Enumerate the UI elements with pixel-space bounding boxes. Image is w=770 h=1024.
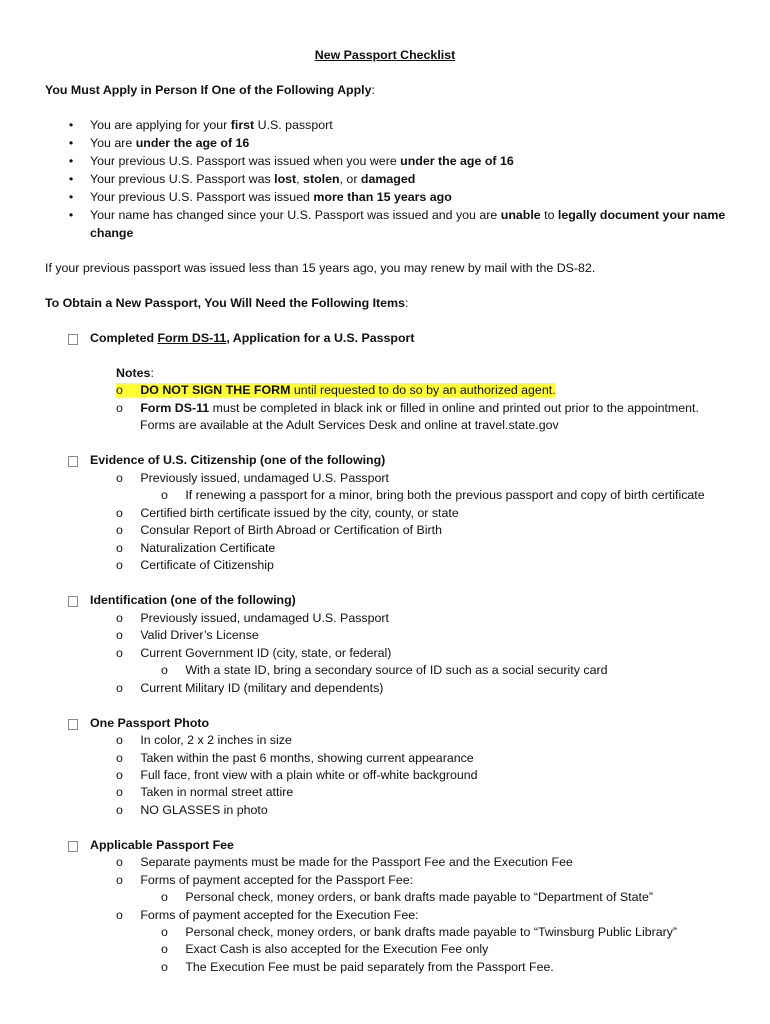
list-subitem: o Personal check, money orders, or bank drafts made payable to “Department of State” bbox=[161, 890, 653, 904]
list-item: o Separate payments must be made for the Passport Fee and the Execution Fee bbox=[116, 855, 573, 869]
note-item: o Form DS-11 must be completed in black ink or filled in online and printed out prior to the appointment. bbox=[116, 401, 699, 415]
list-item-continuation: change bbox=[90, 226, 134, 240]
list-subitem: o Personal check, money orders, or bank drafts made payable to “Twinsburg Public Library” bbox=[161, 925, 678, 939]
in-person-heading: You Must Apply in Person If One of the Following Apply: bbox=[45, 83, 375, 97]
list-item: • You are under the age of 16 bbox=[68, 136, 250, 150]
list-item: o In color, 2 x 2 inches in size bbox=[116, 733, 292, 747]
list-subitem: o If renewing a passport for a minor, bring both the previous passport and copy of birth certificate bbox=[161, 488, 705, 502]
notes-label: Notes: bbox=[116, 366, 154, 380]
obtain-heading: To Obtain a New Passport, You Will Need the Following Items: bbox=[45, 296, 409, 310]
list-item: o Forms of payment accepted for the Passport Fee: bbox=[116, 873, 414, 887]
list-item: • Your previous U.S. Passport was issued more than 15 years ago bbox=[68, 190, 452, 204]
list-item: o NO GLASSES in photo bbox=[116, 803, 268, 817]
list-item: • Your previous U.S. Passport was issued when you were under the age of 16 bbox=[68, 154, 514, 168]
list-item: o Taken within the past 6 months, showing current appearance bbox=[116, 751, 474, 765]
list-item: o Full face, front view with a plain white or off-white background bbox=[116, 768, 478, 782]
checkbox-icon bbox=[68, 841, 78, 852]
note-item-highlighted: o DO NOT SIGN THE FORM until requested to do so by an authorized agent. bbox=[116, 383, 556, 397]
list-item: o Certified birth certificate issued by the city, county, or state bbox=[116, 506, 459, 520]
checklist-item-photo: One Passport Photo bbox=[90, 715, 209, 732]
note-item-continuation: Forms are available at the Adult Services Desk and online at travel.state.gov bbox=[140, 418, 559, 432]
checklist-item-citizenship: Evidence of U.S. Citizenship (one of the following) bbox=[90, 452, 385, 469]
page-title: New Passport Checklist bbox=[314, 48, 456, 62]
list-item: o Current Government ID (city, state, or federal) bbox=[116, 646, 392, 660]
checkbox-icon bbox=[68, 456, 78, 467]
checklist-item-identification: Identification (one of the following) bbox=[90, 592, 296, 609]
list-item: o Valid Driver’s License bbox=[116, 628, 259, 642]
list-item: • Your previous U.S. Passport was lost, stolen, or damaged bbox=[68, 172, 416, 186]
list-item: o Certificate of Citizenship bbox=[116, 558, 274, 572]
list-subitem: o Exact Cash is also accepted for the Execution Fee only bbox=[161, 942, 489, 956]
list-item: o Forms of payment accepted for the Execution Fee: bbox=[116, 908, 419, 922]
list-item: • You are applying for your first U.S. passport bbox=[68, 118, 333, 132]
list-item: o Previously issued, undamaged U.S. Passport bbox=[116, 471, 389, 485]
list-subitem: o The Execution Fee must be paid separately from the Passport Fee. bbox=[161, 960, 554, 974]
list-item: o Previously issued, undamaged U.S. Passport bbox=[116, 611, 389, 625]
checklist-item-fee: Applicable Passport Fee bbox=[90, 837, 234, 854]
checklist-item-form: Completed Form DS-11, Application for a U.S. Passport bbox=[90, 330, 415, 347]
renew-note: If your previous passport was issued less than 15 years ago, you may renew by mail with the DS-82. bbox=[45, 261, 596, 275]
list-item: o Taken in normal street attire bbox=[116, 785, 294, 799]
checkbox-icon bbox=[68, 719, 78, 730]
list-item: o Consular Report of Birth Abroad or Certification of Birth bbox=[116, 523, 442, 537]
checkbox-icon bbox=[68, 334, 78, 345]
list-item: • Your name has changed since your U.S. Passport was issued and you are unable to legally document your name bbox=[68, 208, 726, 222]
list-subitem: o With a state ID, bring a secondary source of ID such as a social security card bbox=[161, 663, 608, 677]
list-item: o Naturalization Certificate bbox=[116, 541, 276, 555]
checkbox-icon bbox=[68, 596, 78, 607]
list-item: o Current Military ID (military and dependents) bbox=[116, 681, 384, 695]
